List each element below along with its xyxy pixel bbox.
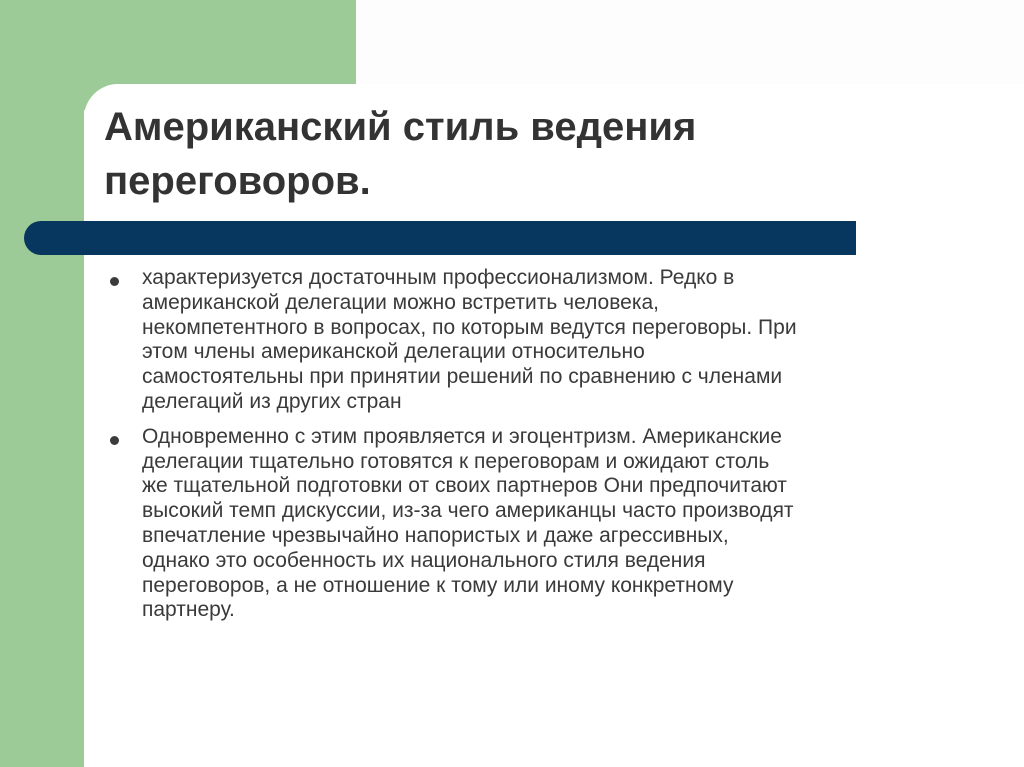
bullet-dot-icon — [110, 436, 119, 445]
bullet-item-professionalism — [110, 266, 960, 415]
bullet-text: характеризуется достаточным профессионализмом. Редко в американской делегации можно встретить человека, некомпетентного в вопросах, по которым ведутся переговоры. При этом члены американской делегации относительно самостоятельны при принятии решений по сравнению с членами делегаций из других стран — [142, 266, 797, 413]
bullet-text: Одновременно с этим проявляется и эгоцентризм. Американские делегации тщательно готовятся к переговорам и ожидают столь же тщательной подготовки от своих партнеров Они предпочитают высокий темп дискуссии, из-за чего американцы часто производят впечатление чрезвычайно напористых и даже агрессивных, однако это особенность их национального стиля ведения переговоров, а не отношение к тому или иному конкретному партнеру. — [142, 424, 794, 622]
title-underline-bar — [24, 221, 856, 255]
bullet-item-egocentrism — [110, 425, 960, 623]
decorative-green-left-stripe — [0, 0, 84, 767]
bullet-dot-icon — [110, 277, 119, 286]
bullet-list — [110, 266, 960, 633]
slide-title: Американский стиль ведения переговоров. — [104, 105, 697, 203]
